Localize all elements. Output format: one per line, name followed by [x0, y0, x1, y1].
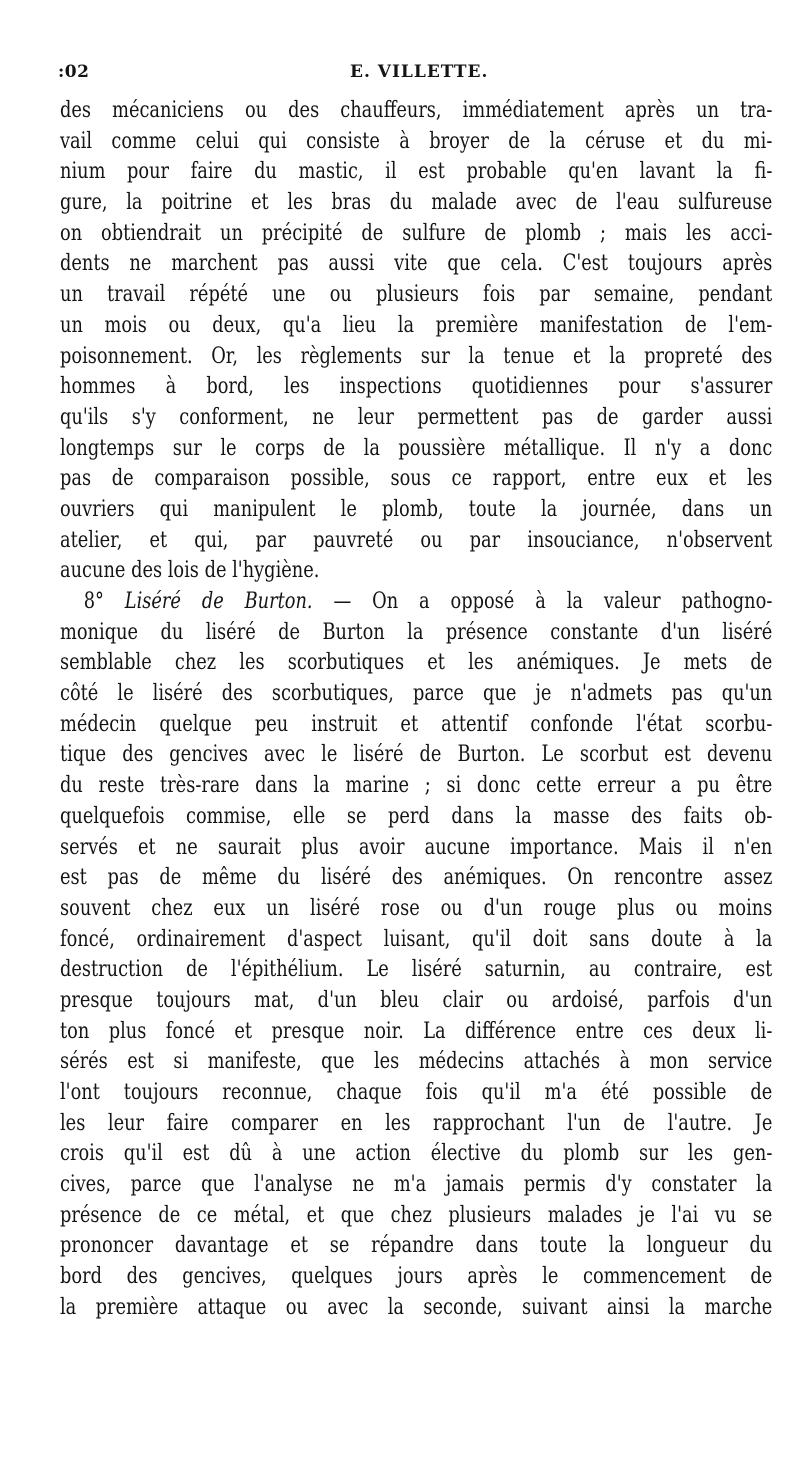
text-line: du reste très-rare dans la marine ; si donc cette erreur a pu être [60, 772, 773, 799]
text-line: servés et ne saurait plus avoir aucune importance. Mais il n'en [60, 833, 773, 860]
text-line: un mois ou deux, qu'a lieu la première manifestation de l'em- [60, 311, 773, 338]
text-line: des mécaniciens ou des chauffeurs, immédiatement après un tra- [60, 97, 773, 123]
section-heading-line [60, 586, 772, 617]
text-line: on obtiendrait un précipité de sulfure de plomb ; mais les acci- [60, 219, 773, 246]
text-line: souvent chez eux un liséré rose ou d'un rouge plus ou moins [60, 894, 773, 921]
text-line: vail comme celui qui consiste à broyer de la céruse et du mi- [60, 127, 773, 154]
text-line: cives, parce que l'analyse ne m'a jamais permis d'y constater la [60, 1171, 773, 1198]
text-line: longtemps sur le corps de la poussière métallique. Il n'y a donc [60, 434, 773, 461]
text-line: crois qu'il est dû à une action élective du plomb sur les gen- [60, 1140, 773, 1167]
page-number: :02 [58, 62, 90, 82]
text-line: l'ont toujours reconnue, chaque fois qu'il m'a été possible de [60, 1079, 773, 1105]
text-line: prononcer davantage et se répandre dans toute la longueur du [60, 1232, 773, 1259]
text-line: la première attaque ou avec la seconde, suivant ainsi la marche [60, 1293, 773, 1320]
text-segment: — On a opposé à la valeur pathogno- [312, 588, 773, 614]
text-line: tique des gencives avec le liséré de Burton. Le scorbut est devenu [60, 741, 773, 768]
text-line: poisonnement. Or, les règlements sur la tenue et la propreté des [60, 342, 773, 369]
text-line: atelier, et qui, par pauvreté ou par insouciance, n'observent [60, 526, 773, 553]
text-line: bord des gencives, quelques jours après le commencement de [60, 1263, 773, 1290]
text-line: quelquefois commise, elle se perd dans la masse des faits ob- [60, 802, 773, 829]
text-line: aucune des lois de l'hygiène. [60, 557, 320, 584]
text-line: un travail répété une ou plusieurs fois par semaine, pendant [60, 281, 773, 308]
text-line: médecin quelque peu instruit et attentif confonde l'état scorbu- [60, 710, 773, 737]
running-head: E. VILLETTE. [350, 62, 489, 82]
text-line: qu'ils s'y conforment, ne leur permettent pas de garder aussi [60, 403, 773, 430]
text-line: est pas de même du liséré des anémiques. On rencontre assez [60, 864, 773, 891]
text-line: sérés est si manifeste, que les médecins attachés à mon service [60, 1048, 773, 1075]
page-header [58, 62, 758, 92]
text-line: gure, la poitrine et les bras du malade avec de l'eau sulfureuse [60, 189, 773, 216]
section-number: 8° [83, 588, 104, 614]
text-line: dents ne marchent pas aussi vite que cela. C'est toujours après [60, 250, 773, 277]
text-line: destruction de l'épithélium. Le liséré saturnin, au contraire, est [60, 956, 773, 983]
text-line: nium pour faire du mastic, il est probable qu'en lavant la fi- [60, 158, 773, 185]
text-line: presque toujours mat, d'un bleu clair ou ardoisé, parfois d'un [60, 986, 773, 1013]
text-line: foncé, ordinairement d'aspect luisant, qu'il doit sans doute à la [60, 925, 773, 952]
text-line: les leur faire comparer en les rapprochant l'un de l'autre. Je [60, 1109, 773, 1136]
text-line: monique du liséré de Burton la présence constante d'un liséré [60, 618, 773, 645]
paragraph [60, 586, 773, 1323]
section-title: Liséré de Burton. [124, 588, 313, 614]
text-line: côté le liséré des scorbutiques, parce que je n'admets pas qu'un [60, 680, 773, 707]
text-line: pas de comparaison possible, sous ce rapport, entre eux et les [60, 465, 773, 492]
text-line: présence de ce métal, et que chez plusieurs malades je l'ai vu se [60, 1201, 773, 1228]
text-line: ton plus foncé et presque noir. La différence entre ces deux li- [60, 1017, 773, 1044]
body-text [60, 95, 773, 1323]
paragraph [60, 95, 773, 586]
text-line: semblable chez les scorbutiques et les anémiques. Je mets de [60, 649, 773, 676]
text-line: hommes à bord, les inspections quotidiennes pour s'assurer [60, 373, 773, 400]
text-line: ouvriers qui manipulent le plomb, toute la journée, dans un [60, 495, 773, 522]
